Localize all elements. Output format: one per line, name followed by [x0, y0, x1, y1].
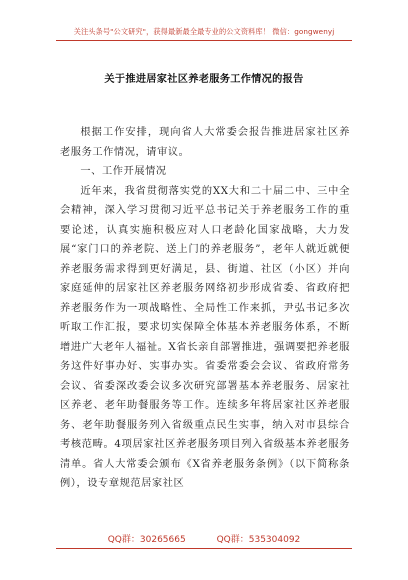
header-notice: 关注头条号"公文研究"，获得最新最全最专业的公文资料库！ 微信：gongwenyj	[73, 27, 335, 36]
footer-qq-group-2: QQ群：535304092	[216, 535, 301, 545]
body-paragraph: 近年来，我省贯彻落实党的XX大和二十届二中、三中全会精神，深入学习贯彻习近平总书记关于养老服务工作的重要论述，认真实施积极应对人口老龄化国家战略，大力发展“家门口的养老院、送上门的养老服务”，老年人就近就便养老服务需求得到更好满足，县、街道、社区（小区）并向家庭延伸的居家社区养老服务网络初步形成省委、省政府把养老服务作为一项战略性、全局性工作来抓，尹弘书记多次听取工作汇报，要求切实保障全体基本养老服务体系，不断增进广大老年人福祉。X省长亲自部署推进，强调要把养老服务这件好事办好、实事办实。省委常委会会议、省政府常务会议、省委深改委会议多次研究部署基本养老服务、居家社区养老、老年助餐服务等工作。连续多年将居家社区养老服务、老年助餐服务列入省级重点民生实事，纳入对市县综合考核范畴。4项居家社区养老服务项目列入省级基本养老服务清单。省人大常委会颁布《X省养老服务条例》（以下简称条例），设专章规范居家社区	[60, 185, 350, 489]
intro-paragraph: 根据工作安排，现向省人大常委会报告推进居家社区养老服务工作情况，请审议。	[60, 127, 350, 158]
document-body	[60, 123, 350, 494]
section-heading: 一、工作开展情况	[80, 166, 167, 177]
page-header	[0, 0, 408, 58]
footer-qq-group-1: QQ群：30265665	[107, 535, 186, 545]
document-title: 关于推进居家社区养老服务工作情况的报告	[104, 74, 304, 85]
header-divider	[56, 40, 352, 41]
page-footer	[0, 532, 408, 545]
footer-divider	[56, 548, 352, 549]
